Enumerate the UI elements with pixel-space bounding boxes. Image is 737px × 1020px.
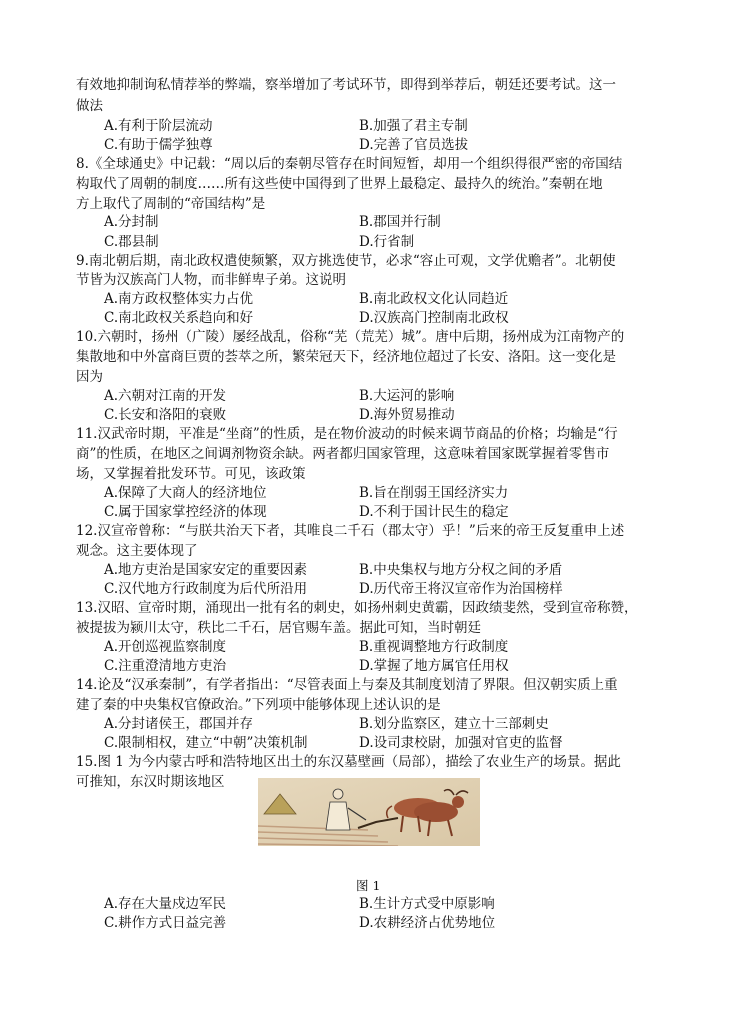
option-d: D.完善了官员选拔 [359, 137, 469, 153]
q10-option-d: D.海外贸易推动 [359, 407, 455, 423]
q11-stem-line: 商”的性质，在地区之间调剂物资余缺。两者都归国家管理，这意味着国家既掌握着零售市 [76, 446, 610, 462]
option-a: A.有利于阶层流动 [104, 118, 213, 134]
q13-option-a: A.开创巡视监察制度 [104, 639, 227, 655]
q8-option-b: B.郡国并行制 [359, 214, 441, 230]
q11-stem-line: 11.汉武帝时期，平准是“坐商”的性质，是在物价波动的时候来调节商品的价格；均输是“行 [76, 426, 618, 442]
q14-option-b: B.划分监察区，建立十三部刺史 [359, 716, 549, 732]
intro-line-2: 做法 [76, 98, 103, 114]
q14-option-d: D.设司隶校尉，加强对官吏的监督 [359, 735, 563, 751]
q9-stem-line: 9.南北朝后期，南北政权遣使频繁，双方挑选使节，必求“容止可观，文学优赡者”。北朝使 [76, 253, 616, 269]
q8-option-c: C.郡县制 [104, 234, 159, 250]
q9-option-b: B.南北政权文化认同趋近 [359, 291, 509, 307]
q13-option-c: C.注重澄清地方吏治 [104, 658, 227, 674]
mural-ploughing-scene [258, 778, 480, 846]
option-b: B.加强了君主专制 [359, 118, 468, 134]
q11-stem-line: 场，又掌握着批发环节。可见，该政策 [76, 466, 306, 482]
q15-option-b: B.生计方式受中原影响 [359, 896, 495, 912]
q15-stem-line: 可推知，东汉时期该地区 [76, 774, 225, 790]
q10-stem-line: 因为 [76, 369, 103, 385]
figure-caption: 图 1 [356, 878, 381, 893]
q10-stem-line: 集散地和中外富商巨贾的荟萃之所，繁荣冠天下，经济地位超过了长安、洛阳。这一变化是 [76, 349, 616, 365]
q9-stem-line: 节皆为汉族高门人物，而非鲜卑子弟。这说明 [76, 272, 346, 288]
q14-option-c: C.限制相权，建立“中朝”决策机制 [104, 735, 308, 751]
mural-figure [258, 778, 480, 846]
q12-stem-line: 观念。这主要体现了 [76, 543, 198, 559]
q10-option-c: C.长安和洛阳的衰败 [104, 407, 227, 423]
intro-line-1: 有效地抑制询私情荐举的弊端，察举增加了考试环节，即得到举荐后，朝廷还要考试。这一 [76, 77, 616, 93]
q12-option-d: D.历代帝王将汉宣帝作为治国榜样 [359, 581, 563, 597]
q11-option-d: D.不利于国计民生的稳定 [359, 504, 509, 520]
q9-option-c: C.南北政权关系趋向和好 [104, 310, 254, 326]
q10-stem-line: 10.六朝时，扬州（广陵）屡经战乱，俗称“芜（荒芜）城”。唐中后期，扬州成为江南物产的 [76, 329, 625, 345]
q12-option-a: A.地方吏治是国家安定的重要因素 [104, 562, 308, 578]
q11-option-c: C.属于国家掌控经济的体现 [104, 504, 267, 520]
q10-option-a: A.六朝对江南的开发 [104, 388, 227, 404]
q15-option-a: A.存在大量戍边军民 [104, 896, 227, 912]
q12-option-c: C.汉代地方行政制度为后代所沿用 [104, 581, 308, 597]
q15-option-d: D.农耕经济占优势地位 [359, 915, 496, 931]
q9-option-d: D.汉族高门控制南北政权 [359, 310, 509, 326]
q14-stem-line: 14.论及“汉承秦制”，有学者指出：“尽管表面上与秦及其制度划清了界限。但汉朝实质上重 [76, 677, 618, 693]
q8-stem-line: 方上取代了周制的“帝国结构”是 [76, 196, 266, 212]
q9-option-a: A.南方政权整体实力占优 [104, 291, 254, 307]
option-c: C.有助于儒学独尊 [104, 137, 213, 153]
q13-stem-line: 被提拔为颍川太守，秩比二千石，居官赐车盖。据此可知，当时朝廷 [76, 620, 481, 636]
q8-option-d: D.行省制 [359, 234, 415, 250]
q13-option-d: D.掌握了地方属官任用权 [359, 658, 509, 674]
q12-option-b: B.中央集权与地方分权之间的矛盾 [359, 562, 563, 578]
q11-option-a: A.保障了大商人的经济地位 [104, 485, 267, 501]
q15-stem-line: 15.图 1 为今内蒙古呼和浩特地区出土的东汉墓壁画（局部），描绘了农业生产的场景。据此 [76, 754, 621, 770]
q8-stem-line: 构取代了周朝的制度……所有这些使中国得到了世界上最稳定、最持久的统治。”秦朝在地 [76, 176, 603, 192]
q8-stem-line: 8.《全球通史》中记载：“周以后的秦朝尽管存在时间短暂，却用一个组织得很严密的帝国结 [76, 156, 623, 172]
q8-option-a: A.分封制 [104, 214, 159, 230]
q13-stem-line: 13.汉昭、宣帝时期，涌现出一批有名的刺史，如扬州刺史黄霸，因政绩斐然，受到宣帝称赞， [76, 600, 638, 616]
q13-option-b: B.重视调整地方行政制度 [359, 639, 509, 655]
q14-stem-line: 建了秦的中央集权官僚政治。”下列项中能够体现上述认识的是 [76, 697, 441, 713]
q11-option-b: B.旨在削弱王国经济实力 [359, 485, 509, 501]
q10-option-b: B.大运河的影响 [359, 388, 455, 404]
q15-option-c: C.耕作方式日益完善 [104, 915, 227, 931]
q12-stem-line: 12.汉宣帝曾称：“与朕共治天下者，其唯良二千石（郡太守）乎！”后来的帝王反复重申上述 [76, 523, 625, 539]
q14-option-a: A.分封诸侯王，郡国并存 [104, 716, 254, 732]
